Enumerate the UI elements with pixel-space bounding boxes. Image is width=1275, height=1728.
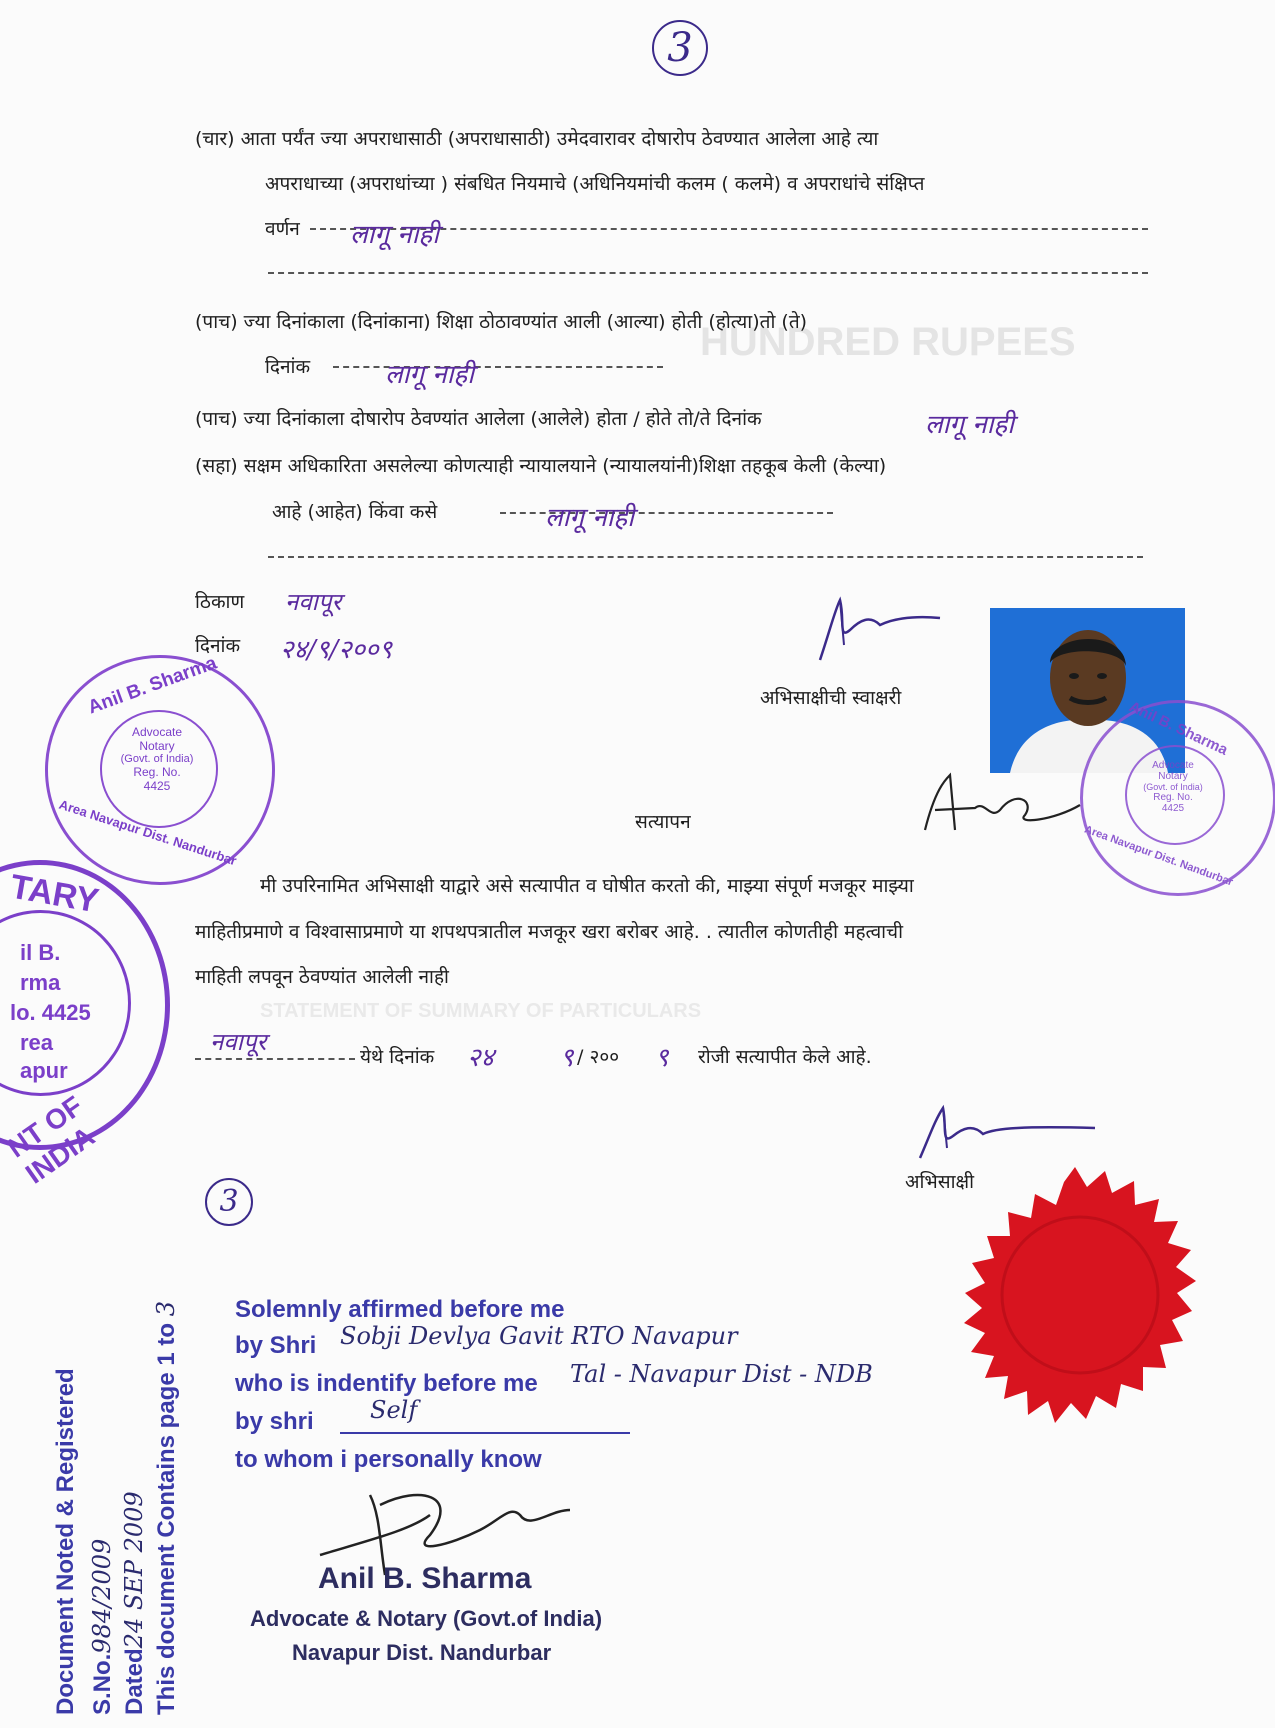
handwritten-not-applicable: लागू नाही: [350, 220, 439, 250]
verification-text-a: येथे दिनांक: [360, 1046, 435, 1068]
handwritten-not-applicable: लागू नाही: [545, 503, 634, 533]
bleed-through-text: STATEMENT OF SUMMARY OF PARTICULARS: [260, 1000, 702, 1022]
registration-dated: [120, 1491, 149, 1715]
place-label: ठिकाण: [195, 591, 245, 613]
underline: [340, 1432, 630, 1434]
section-saha-line1: (सहा) सक्षम अधिकारिता असलेल्या कोणत्याही न्यायालयाने (न्यायालयांनी)शिक्षा तहकूब केली (केल्या): [195, 455, 887, 477]
verification-year: / २००: [577, 1046, 620, 1068]
affirmation-by-shri-label: by Shri: [235, 1332, 317, 1359]
affirmation-identify-label: who is indentify before me: [235, 1370, 538, 1397]
handwritten-deponent-name: Sobji Devlya Gavit RTO Navapur: [340, 1322, 738, 1350]
stamp-inner: [1128, 760, 1218, 814]
stamp-area: Area Navapur Dist. Nandurbar: [1082, 823, 1235, 889]
section-pach1-line2-label: दिनांक: [265, 356, 311, 378]
handwritten-deponent-address: Tal - Navapur Dist - NDB: [570, 1360, 873, 1388]
stamp-inner-line: Advocate: [1152, 760, 1194, 771]
registration-sno: [88, 1539, 117, 1715]
handwritten-dated: 24 SEP 2009: [120, 1491, 148, 1649]
section-pach1-line1: (पाच) ज्या दिनांकाला (दिनांकाना) शिक्षा ठोठावण्यांत आली (आल्या) होती (होत्या)तो (ते): [195, 311, 808, 333]
registration-dated-label: Dated: [121, 1648, 148, 1715]
stamp-word: NT OF INDIA: [1, 1089, 101, 1190]
handwritten-verification-place: नवापूर: [210, 1028, 267, 1056]
affirmation-line1: Solemnly affirmed before me: [235, 1296, 565, 1323]
circled-number: 3: [205, 1178, 253, 1226]
section-saha-line2-label: आहे (आहेत) किंवा कसे: [272, 501, 438, 523]
section-char-line1: (चार) आता पर्यंत ज्या अपराधासाठी (अपराधासाठी) उमेदवारावर दोषारोप ठेवण्यात आलेला आहे त्या: [195, 128, 879, 150]
verification-title: सत्यापन: [635, 811, 691, 833]
notary-place: Navapur Dist. Nandurbar: [292, 1640, 552, 1665]
dotted-line: [195, 1058, 355, 1060]
handwritten-date: २४/९/२००९: [280, 635, 393, 665]
registration-stamp: [0, 0, 200, 1728]
stamp-inner-line: Reg. No.: [133, 765, 181, 779]
notary-stamp-right: [1080, 700, 1270, 900]
stamp-word: apur: [20, 1058, 68, 1083]
stamp-word: rma: [20, 970, 61, 995]
stamp-inner-line: 4425: [143, 779, 171, 793]
stamp-name: Anil B. Sharma: [1126, 698, 1231, 759]
stamp-inner-line: (Govt. of India): [120, 753, 194, 765]
handwritten-pages: 3: [152, 1301, 180, 1317]
handwritten-month: ९: [560, 1043, 574, 1073]
handwritten-not-applicable: लागू नाही: [925, 410, 1014, 440]
stamp-inner-line: 4425: [1161, 803, 1185, 814]
section-char-line2: अपराधाच्या (अपराधांच्या ) संबधित नियमाचे (अधिनियमांची कलम ( कलमे) व अपराधांचे संक्षिप्त: [265, 173, 925, 195]
deponent-signature-verification: [905, 1100, 1105, 1165]
verification-text-b: रोजी सत्यापीत केले आहे.: [698, 1046, 872, 1068]
handwritten-sno: 984/2009: [88, 1538, 116, 1654]
deponent-signature: [800, 590, 960, 670]
verification-line3: माहिती लपवून ठेवण्यांत आलेली नाही: [195, 966, 449, 988]
stamp-word: rea: [20, 1030, 54, 1055]
affirmation-by-shri-label-2: by shri: [235, 1408, 314, 1435]
dotted-line: [268, 272, 1148, 274]
notary-signature-photo: [915, 770, 1085, 840]
stamp-word: TARY: [7, 867, 102, 921]
stamp-inner-line: Notary: [139, 739, 175, 753]
handwritten-day: २४: [467, 1043, 495, 1073]
registration-sno-label: S.No.: [89, 1653, 116, 1715]
notary-title: Advocate & Notary (Govt.of India): [250, 1606, 603, 1631]
bleed-through-text: HUNDRED RUPEES: [700, 320, 1076, 364]
handwritten-not-applicable: लागू नाही: [385, 360, 474, 390]
red-wax-seal: [940, 1165, 1210, 1435]
stamp-inner-line: Reg. No.: [1153, 792, 1193, 803]
deponent-caption: अभिसाक्षी: [905, 1171, 975, 1193]
notary-name: Anil B. Sharma: [318, 1562, 532, 1595]
stamp-word: lo. 4425: [10, 1000, 91, 1025]
date-label: दिनांक: [195, 635, 241, 657]
stamp-inner-line: (Govt. of India): [1143, 782, 1203, 792]
stamp-inner-line: Advocate: [131, 725, 183, 739]
affirmation-line5: to whom i personally know: [235, 1446, 542, 1473]
dotted-line: [268, 556, 1143, 558]
page-number: 3: [652, 20, 708, 76]
section-pach2-line1: (पाच) ज्या दिनांकाला दोषारोप ठेवण्यांत आलेला (आलेले) होता / होते तो/ते दिनांक: [195, 408, 762, 430]
dotted-line: [333, 366, 663, 368]
stamp-area: Area Navapur Dist. Nandurbar: [57, 796, 239, 869]
stamp-inner-line: Notary: [1158, 771, 1188, 782]
signature-caption: अभिसाक्षीची स्वाक्षरी: [760, 687, 902, 709]
stamp-name: Anil B. Sharma: [85, 652, 220, 719]
registration-line1: Document Noted & Registered: [52, 1368, 79, 1715]
verification-line2: माहितीप्रमाणे व विश्वासाप्रमाणे या शपथपत्रातील मजकूर खरा बरोबर आहे. . त्यातील कोणतीही महत्वाची: [195, 921, 904, 943]
handwritten-year: ९: [655, 1043, 669, 1073]
registration-pages-label: This document Contains page 1 to: [153, 1322, 180, 1715]
registration-pages: [152, 1301, 181, 1715]
handwritten-identifier: Self: [370, 1396, 418, 1424]
handwritten-place: नवापूर: [285, 588, 342, 616]
section-char-line3-label: वर्णन: [265, 218, 300, 240]
verification-line1: मी उपरिनामित अभिसाक्षी याद्वारे असे सत्यापीत व घोषीत करतो की, माझ्या संपूर्ण मजकूर माझ्या: [260, 875, 914, 897]
stamp-word: il B.: [20, 940, 61, 965]
